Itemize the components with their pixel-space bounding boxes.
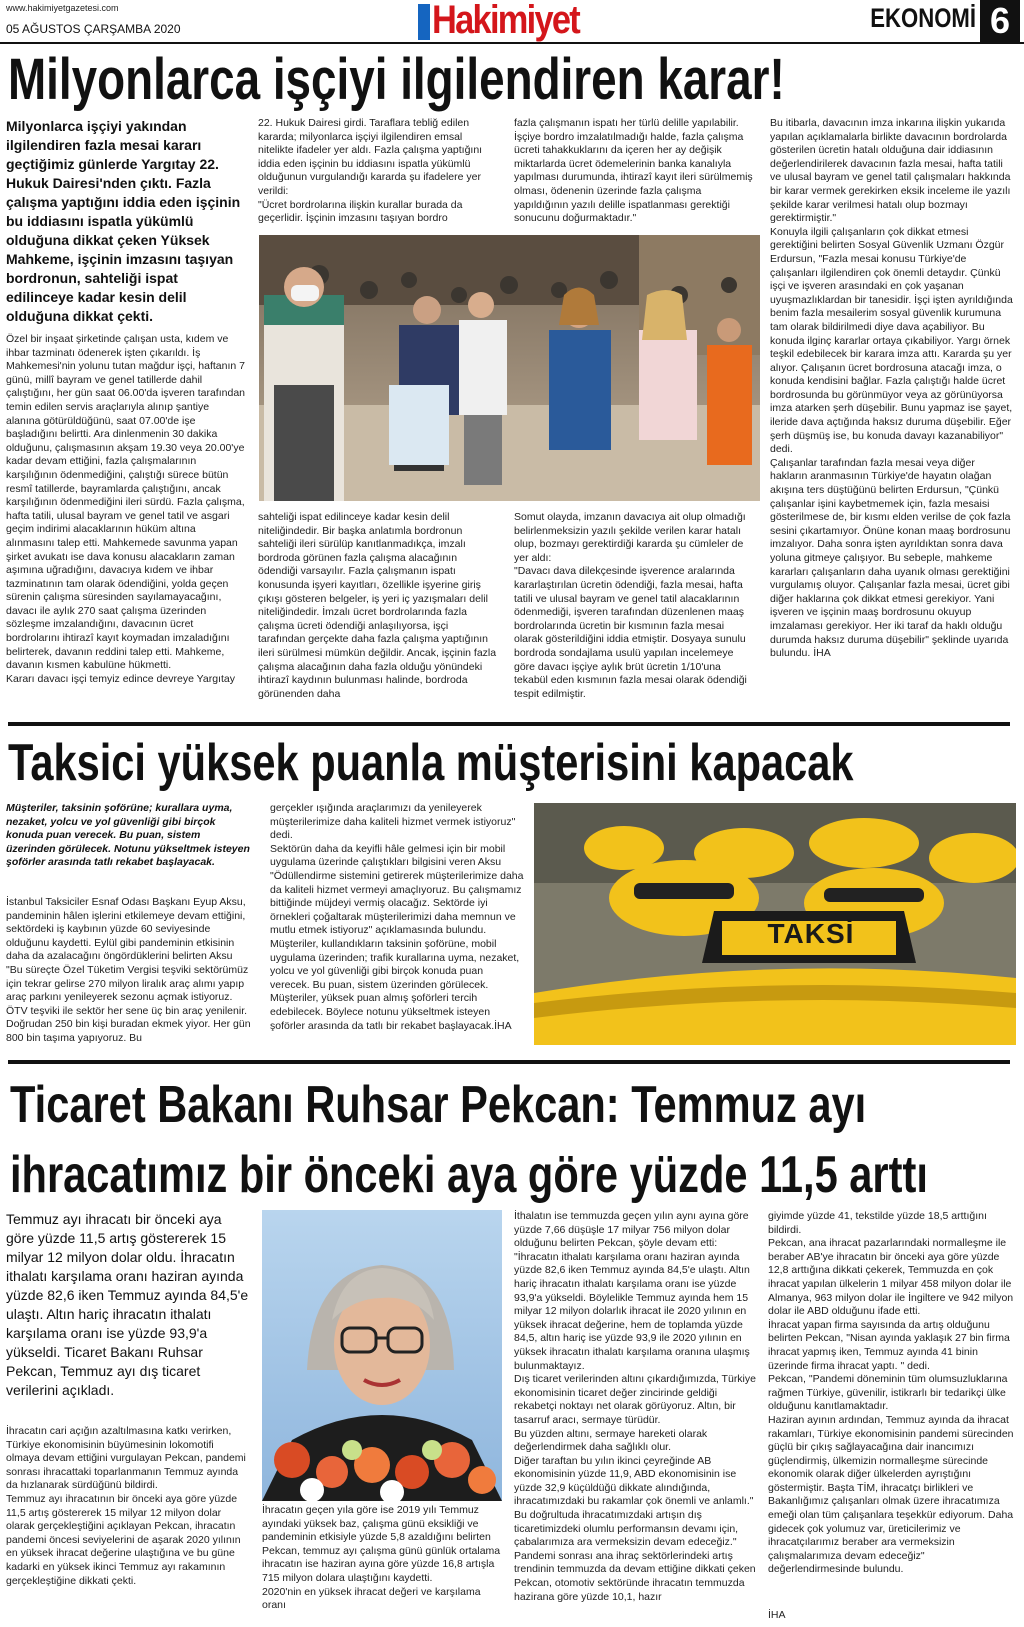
article-3-signature: İHA — [768, 1609, 786, 1621]
issue-date: 05 AĞUSTOS ÇARŞAMBA 2020 — [6, 22, 181, 36]
article-1-col1: Özel bir inşaat şirketinde çalışan usta, kıdem ve ihbar tazminatı ödenerek işten çıkarıldı. İş Mahkemesi'nin yolunu tutan mağdur işçi, haftanın 7 günü, millî bayram ve genel tatillerde dahil çalıştığını, her gün saat 06.00'da işveren tarafından temin edilen servis araçlarıyla alınıp şantiye alanına götürüldüğünü, saat 07.00'de işe başladığını belirtti. Ara dinlenmenin 30 dakika olduğunu, çalışmasının akşam 19.30 veya 20.00'ye kadar devam ettiğini, fazla çalışmalarının karşılığının ödenmediğini, çalıştığı sürece bütün resmî tatillerde, bayramlarda çalıştığını, ancak karşılığının ödenmediğini ileri sürdü. Fazla çalışma, hafta tatili, ulusal bayram ve genel tatil ve asgari geçim indirimi alacaklarının hüküm altına alınmasını talep etti. Mahkemede savunma yapan şirket avukatı ise dava konusu alacakların zaman aşımına uğradığını, davacıya kıdem ve ihbar tazminatının tam olarak ödendiğini, yolda geçen sürenin çalışma süresinden sayılamayacağını, davacı ile aylık 270 saat çalışma üzerinden sözleşme imzalandığını, davacının ücret bordrolarını ihtirazî kayıt koymadan imzaladığını belirterek, davanın reddini talep etti. Mahkeme, davanın kısmen kabulüne hükmetti. Kararı davacı işçi temyiz edince devreye Yargıtay — [6, 333, 245, 685]
article-3-col2: İhracatın geçen yıla göre ise 2019 yılı Temmuz ayındaki yüksek baz, çalışma günü eksikliği ve pandeminin etkisiyle yüzde 5,8 azaldığını belirten Pekcan, temmuz ayı çalışma günü günlük ortalama ihracatın ise haziran ayına göre yüzde 16,8 artışla 715 milyon dolara ulaştığını kaydetti. 2020'nin en yüksek ihracat değeri ve karşılama oranı — [262, 1504, 501, 1612]
article-separator-2 — [8, 1060, 1010, 1064]
article-1-col2-bottom: sahteliği ispat edilinceye kadar kesin delil niteliğindedir. Bir başka anlatımla bordronun sahteliği ileri sürülüp kanıtlanmadıkça, imzalı bordroda görünen fazla çalışma alacağının ödendiği varsayılır. Fazla çalışmanın ispatı konusunda işyeri kayıtları, özellikle işyerine giriş çıkışı gösteren belgeler, iş yeri iç yazışmaları delil niteliğindedir. İmzalı ücret bordrolarında fazla çalışma ücreti ödendiği anlaşılıyorsa, işçi tarafından gerçekte daha fazla çalışma yaptığının ileri sürülmesi mümkün değildir. Ancak, işçinin fazla çalışma alacağının daha fazla olduğu yönündeki ihtirazî kaydının bulunması halinde, bordroda görünenden daha — [258, 511, 497, 700]
page-number: 6 — [980, 0, 1020, 42]
article-1-title: Milyonlarca işçiyi ilgilendiren karar! — [8, 47, 785, 112]
article-3-title-line-2: ihracatımız bir önceki aya göre yüzde 11,5 arttı — [10, 1146, 928, 1204]
taxi-sign-text: TAKSİ — [767, 918, 855, 949]
article-3-title-line-1: Ticaret Bakanı Ruhsar Pekcan: Temmuz ayı — [10, 1076, 867, 1134]
article-1-col4: Bu itibarla, davacının imza inkarına ilişkin yukarıda yapılan açıklamalarla birlikte davacının bordrolarda gösterilen ücretin hatalı olduğuna dair iddiasının değerlendirilerek davacının fazla mesai, hafta tatili ve ulusal bayram ve genel tatil çalışmaları hakkında bir karar vermek gerekirken eksik inceleme ile yazılı şekilde karar verilmesi hatalı olup bozmayı gerektirmiştir." Konuyla ilgili çalışanların çok dikkat etmesi gerektiğini belirten Sosyal Güvenlik Uzmanı Özgür Erdursun, "Fazla mesai konusu Türkiye'de çalışanları ilgilendiren çok önemli detaydır. Çünkü işçi ve işveren arasındaki en çok yaşanan uyuşmazlıklardan bir tanesidir. İşçi işten ayrıldığında benim fazla mesailerim sosyal güvenlik kurumuna tam olarak bildirilmedi diye dava açabiliyor. Bu konuda ilginç kararlar ortaya çıkabiliyor. Yargı örnek teşkil edebilecek bir karara imza attı. Kararda şu yer alıyor. Çalışanın ücret bordrosuna atacağı imza, o konuda kendisini bağlar. Fazla çalıştığı halde ücret bordrosunda bu görünmüyor veya az görünüyorsa imza atarken şerh düşebilir. Bunu yapmaz ise şayet, ileride dava açtığında haksız duruma düşebilir. Eğer şerh düşmüş ise, bu konuda davayı kazanabiliyor" dedi. Çalışanlar tarafından fazla mesai veya diğer hakların aranmasının Türkiye'de hayatın olağan akışına ters düştüğünü belirten Erdursun, "Çünkü çalışanlar işini kaybetmemek için, fazla mesaisi gösterilmese de, bir kısmı elden verilse de çok fazla sesini çıkartamıyor. Önüne konan maaş bordrosunu imzalıyor. Daha sonra işten ayrıldıktan sonra dava yoluna gitmeye çalışıyor. Bu sebeple, mahkeme kararları çalışanların daha uyanık olması gerektiğini vurgulamış oluyor. Çalışanlar fazla mesai, ücret gibi diğer haklarına çok dikkat etmesi gerekiyor. Yani işveren ve işçinin maaş bordrosunu okuyup imzalaması gerekiyor. Her iki taraf da haklı olduğu durumda haksız duruma düşebilir" şeklinde uyarıda bulundu. İHA — [770, 117, 1013, 660]
header-rule — [0, 42, 1024, 44]
newspaper-logo — [418, 0, 606, 42]
article-1-lead: Milyonlarca işçiyi yakından ilgilendiren fazla mesai kararı geçtiğimiz günlerde Yargıtay 22. Hukuk Dairesi'nden çıktı. Fazla çalışma yaptığını iddia eden işçinin bu iddiasını ispatla yükümlü olduğuna dikkat çeken Yüksek Mahkeme, işçinin imzasını taşıyan bordronun, sahteliği ispat edilinceye kadar kesin delil olduğuna dikkat çekti. — [6, 118, 241, 324]
logo-bar-icon — [418, 4, 430, 40]
minister-portrait-photo — [262, 1210, 502, 1501]
logo-text: Hakimiyet — [432, 0, 580, 42]
article-1-col3-top: fazla çalışmanın ispatı her türlü delille yapılabilir. İşçiye bordro imzalatılmadığı halde, fazla çalışma ücreti tahakkuklarını da içeren her ay değişik miktarlarda ücret ödemelerinin banka kanalıyla yapılması durumunda, ihtirazî kayıt ileri sürülmemiş olması, ödenenin üzerinde fazla çalışma yapıldığının yazılı delille ispatlanması gerektiği sonucunu doğurmaktadır." — [514, 117, 753, 225]
article-2-col2: gerçekler ışığında araçlarımızı da yenileyerek müşterilerimize daha kaliteli hizmet vermek istiyoruz" dedi. Sektörün daha da keyifli hâle gelmesi için bir mobil uygulama üzerinde çalıştıkları bilgisini veren Aksu "Ödüllendirme sistemini getirerek müşterilerimize daha da kaliteli hizmet vermeyi amaçlıyoruz. Bu çalışmamız bittiğinde müjdeyi vermiş olacağız. Sektörde iyi örnekleri çoğaltarak müşterilerimizi daha memnun ve mutlu etmek istiyoruz" açıklamasında bulundu. Müşteriler, kullandıkların taksinin şoförüne, mobil uygulama üzerinden; trafik kurallarına uyma, nezaket, yolcu ve yol güvenliği gibi birçok konuda puan verecek. Bu puan, sistem üzerinden görülecek. Müşteriler, yüksek puan almış şoförleri tercih edebilecek. Böylece notunu yükseltmek isteyen şoförler arasında da tatlı bir rekabet başlayacak.İHA — [270, 802, 524, 1032]
section-title: EKONOMİ — [870, 3, 976, 33]
article-2-title: Taksici yüksek puanla müşterisini kapacak — [8, 734, 854, 792]
article-1-col3-bottom: Somut olayda, imzanın davacıya ait olup olmadığı belirlenmeksizin yazılı şekilde verilen karar hatalı olup, bozmayı gerektirdiği kararda şu cümleler de yer aldı: "Davacı dava dilekçesinde işverence aralarında kararlaştırılan ücretin ödendiği, fazla mesai, hafta tatili ve ulusal bayram ve genel tatil alacaklarının ödenmediği, işveren tarafından düzenlenen maaş bordrolarında ücretin bir kısmının fazla mesai olarak gösterildiğini iddia etmiştir. Dosyaya sunulu bordroda sondajlama usulü yapılan incelemeye göre davacı işçiye aylık brüt ücretin 1/10'una tekabül eden kısmının fazla mesai olarak ödendiği tespit edilmiştir. — [514, 511, 747, 700]
article-2-lead: Müşteriler, taksinin şoförüne; kurallara uyma, nezaket, yolcu ve yol güvenliği gibi birçok konuda puan verecek. Bu puan, sistem üzerinden görülecek. Notunu yükseltmek isteyen şoförler arasında tatlı rekabet başlayacak. — [6, 802, 250, 869]
article-3-lead: Temmuz ayı ihracatı bir önceki aya göre yüzde 11,5 artış göstererek 15 milyar 12 milyon dolar oldu. İhracatın ithalatı karşılama oranı haziran ayında yüzde 82,6 iken Temmuz ayında 84,5'e ulaştı. Altın hariç ihracatın ithalatı karşılama oranı ise yüzde 93,9'a yükseldi. Ticaret Bakanı Ruhsar Pekcan, Temmuz ayı dış ticaret verilerini açıkladı. — [6, 1211, 249, 1398]
article-3-col4: giyimde yüzde 41, tekstilde yüzde 18,5 arttığını bildirdi. Pekcan, ana ihracat pazarlarındaki normalleşme ile beraber AB'ye ihracatın bir önceki aya göre yüzde 12,8 arttığına dikkati çekerek, Temmuzda en çok ihracat yapılan ülkelerin 1 milyar 458 milyon dolar ile Almanya, 963 milyon dolar ile İngiltere ve 942 milyon dolar ile ABD olduğunu ifade etti. İhracat yapan firma sayısında da artış olduğunu belirten Pekcan, "Nisan ayında yaklaşık 27 bin firma ihracat yapmış iken, Temmuz ayında 41 binin üzerinde firma ihracat yaptı. " dedi. Pekcan, "Pandemi döneminin tüm olumsuzluklarına rağmen Türkiye, güvenilir, istikrarlı bir tedarikçi ülke olduğunu kanıtlamaktadır. Haziran ayının ardından, Temmuz ayında da ihracat rakamları, Türkiye ekonomisinin pandemi sürecinden güçlü bir çıkış sağlayacağına dair inancımızı güçlendirmiş, ülkemizin normalleşme sürecinde ekonomik olarak diğer ülkelerden ayrıştığını göstermiştir. Başta TİM, ihracatçı birlikleri ve Bakanlığımız çalışanları olmak üzere ihracatımıza emeği olan tüm çalışanlara teşekkür ediyorum. Daha gidecek çok yolumuz var, üreticilerimiz ve ihracatçılarımız beraber ara vermeksizin çalışmalarımıza devam edeceğiz" değerlendirmesinde bulundu. — [768, 1210, 1014, 1576]
article-1-col2-top: 22. Hukuk Dairesi girdi. Taraflara tebliğ edilen kararda; milyonlarca işçiyi ilgilendiren emsal nitelikte ifadeler yer aldı. Fazla çalışma yaptığını iddia eden işçinin bu iddiasını ispatla yükümlü olduğunun vurgulandığı kararda şu ifadelere yer verildi: "Ücret bordrolarına ilişkin kurallar burada da geçerlidir. İşçinin imzasını taşıyan bordro — [258, 117, 483, 225]
article-3-col1: İhracatın cari açığın azaltılmasına katkı verirken, Türkiye ekonomisinin büyümesinin lokomotifi olmaya devam ettiğini vurgulayan Pekcan, pandemi sonrası ihracattaki toparlanmanın Temmuz ayında da hızlanarak sürdüğünü bildirdi. Temmuz ayı ihracatının bir önceki aya göre yüzde 11,5 artış göstererek 15 milyar 12 milyon dolar olarak gerçekleştiğini açıklayan Pekcan, ihracatın pandemi öncesi seviyelerini de aşarak 2020 yılının en yüksek ihracat değerine ulaştığına ve bu güne kadarki en yüksek ikinci Temmuz ayı rakamının gerçekleştiğine dikkati çekti. — [6, 1425, 246, 1587]
street-crowd-photo — [259, 235, 760, 501]
article-separator-1 — [8, 722, 1010, 726]
article-2-col1: İstanbul Taksiciler Esnaf Odası Başkanı Eyup Aksu, pandeminin hâlen işlerini etkilemeye devam ettiğini, sektördeki iş kaybının yüzde 60 seviyesinde olduğunu kaydetti. Eylül gibi pandeminin etkisinin daha da azalacağını öngördüklerini belirten Aksu "Bu süreçte Özel Tüketim Vergisi teşviki sektörümüz için tekrar gelirse 270 milyon liralık araç alımı yapıp araç parkını yenileyerek sezonu açmak istiyoruz. ÖTV teşviki ile sektör her sene üç bin araç yenilenir. Doğrudan 250 bin kişi buradan ekmek yiyor. Her gün 800 bin taşıma yapıyoruz. Bu — [6, 896, 251, 1044]
article-3-col3: İthalatın ise temmuzda geçen yılın aynı ayına göre yüzde 7,66 düşüşle 17 milyar 756 milyon dolar olduğunu belirten Pekcan, şöyle devam etti: "İhracatın ithalatı karşılama oranı haziran ayında yüzde 82,6 iken Temmuz ayında 84,5'e ulaştı. Altın hariç ihracatın ithalatı karşılama oranı ise yüzde 93,9'a yükseldi. Böylelikle Temmuz ayında hem 15 milyar 12 milyon dolarlık ihracat ile 2020 yılının en yüksek ihracat değerine, hem de toplamda yüzde 84,5, altın hariç ise yüzde 93,9 ile 2020 yılının en yüksek ihracatın ithalatı karşılama oranına ulaşmış bulunmaktayız. Dış ticaret verilerinden altını çıkardığımızda, Türkiye ekonomisinin ticaret değer zincirinde geldiği rekabetçi noktayı net olarak görüyoruz. Altın, bir tasarruf aracı, sermaye türüdür. Bu yüzden altını, sermaye hareketi olarak değerlendirmek daha sağlıklı olur. Diğer taraftan bu yılın ikinci çeyreğinde AB ekonomisinin yüzde 11,9, ABD ekonomisinin ise yüzde 32,9 küçüldüğü dikkate alındığında, ihracatımızdaki bu rakamlar çok önemli ve anlamlı." Bu doğrultuda ihracatımızdaki artışın dış ticaretimizdeki olumlu performansın devamı için, çabalarımıza ara vermeksizin devam edeceğiz." Pandemi sonrası ana ihraç sektörlerindeki artış trendinin temmuzda da devam ettiğine dikkati çeken Pekcan, otomotiv sektöründe ihracatın temmuzda hazirana göre yüzde 10,1, hazır — [514, 1210, 756, 1603]
website-url[interactable]: www.hakimiyetgazetesi.com — [6, 3, 119, 13]
